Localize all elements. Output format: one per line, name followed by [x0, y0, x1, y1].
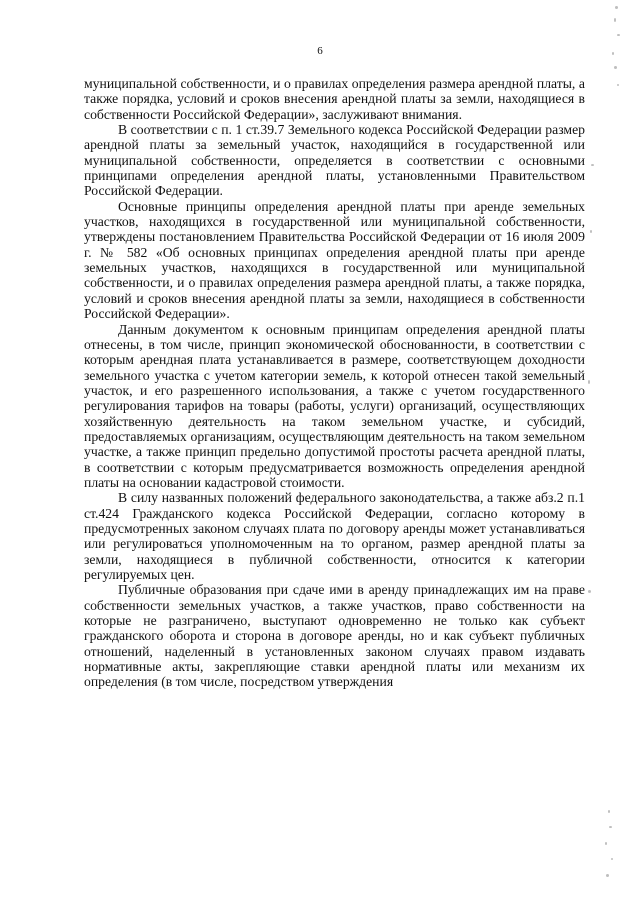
document-body	[84, 76, 585, 690]
scan-speck	[591, 164, 594, 166]
scan-speck	[606, 874, 609, 877]
scan-speck	[617, 34, 620, 36]
paragraph-regulated-prices: В силу названных положений федерального законодательства, а также абз.2 п.1 ст.424 Гражданского кодекса Российской Федерации, согласно которому в предусмотренных законом случаях плата по договору аренды может устанавливаться или регулироваться уполномоченным на то органом, размер арендной платы за земли, находящиеся в публичной собственности, относится к категории регулируемых цен.	[84, 490, 585, 582]
paragraph-land-code: В соответствии с п. 1 ст.39.7 Земельного кодекса Российской Федерации размер арендной платы за земельный участок, находящийся в государственной или муниципальной собственности, определяется в соответствии с основными принципами определения арендной платы, установленными Правительством Российской Федерации.	[84, 122, 585, 199]
scan-speck	[608, 810, 610, 813]
scan-speck	[614, 66, 617, 69]
scan-speck	[615, 6, 618, 9]
paragraph-basic-principles: Основные принципы определения арендной платы при аренде земельных участков, находящихся в государственной или муниципальной собственности, утверждены постановлением Правительства Российской Федерации от 16 июля 2009 г. № 582 «Об основных принципах определения арендной платы при аренде земельных участков, находящихся в государственной или муниципальной собственности, и о правилах определения размера арендной платы, а также порядка, условий и сроков внесения арендной платы за земли, находящиеся в собственности Российской Федерации».	[84, 198, 585, 322]
scan-speck	[614, 18, 616, 22]
scan-speck	[617, 84, 619, 86]
paragraph-continuation: муниципальной собственности, и о правилах определения размера арендной платы, а также порядка, условий и сроков внесения арендной платы за земли, находящиеся в собственности Российской Федерации», заслуживают внимания.	[84, 76, 585, 122]
scan-speck	[588, 590, 591, 593]
scan-speck	[612, 52, 614, 55]
page-number: 6	[317, 45, 323, 57]
scan-speck	[609, 826, 612, 828]
scan-speck	[588, 380, 590, 384]
paragraph-economic-justification: Данным документом к основным принципам определения арендной платы отнесены, в том числе, принцип экономической обоснованности, в соответствии с которым арендная плата устанавливается в размере, соответствующем доходности земельного участка с учетом категории земель, к которой отнесен такой земельный участок, и его разрешенного использования, а также с учетом государственного регулирования тарифов на товары (работы, услуги) организаций, осуществляющих хозяйственную деятельность на таком земельном участке, и субсидий, предоставляемых организациям, осуществляющим деятельность на таком земельном участке, а также принцип предельно допустимой простоты расчета арендной платы, в соответствии с которым предусматривается возможность определения арендной платы на основании кадастровой стоимости.	[84, 321, 585, 490]
scan-speck	[611, 858, 613, 860]
paragraph-public-entities: Публичные образования при сдаче ими в аренду принадлежащих им на праве собственности земельных участков, а также участков, право собственности на которые не разграничено, выступают одновременно не только как субъект гражданского оборота и сторона в договоре аренды, но и как субъект публичных отношений, наделенный в установленных законом случаях правом издавать нормативные акты, закрепляющие ставки арендной платы или механизм их определения (в том числе, посредством утверждения	[84, 582, 585, 690]
scan-speck	[605, 842, 607, 845]
scan-speck	[590, 230, 592, 233]
scan-edge-marks	[588, 0, 640, 905]
